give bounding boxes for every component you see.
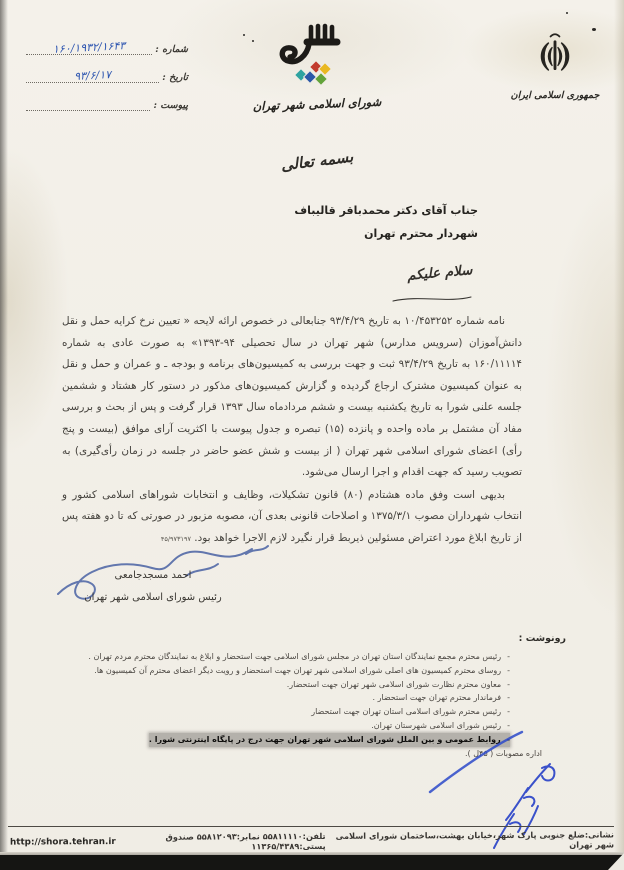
signature-block	[50, 570, 256, 603]
footer-url: http://shora.tehran.ir	[9, 837, 116, 848]
letter-meta-block	[26, 40, 188, 124]
scan-edge-shadow-right	[614, 0, 624, 870]
scan-edge-shadow-left	[0, 0, 8, 870]
cc-item-6: -رئیس شورای اسلامی شهرستان تهران.	[371, 720, 510, 730]
scanner-band	[0, 855, 624, 870]
addressee-name: جناب آقای دکتر محمدباقر قالیباف	[294, 204, 478, 217]
footer	[10, 829, 614, 852]
cc-item-1: -رئیس محترم مجمع نمایندگان استان تهران در مجلس شورای اسلامی جهت استحضار و ابلاغ به نمایندگان محترم مردم تهران .	[88, 652, 510, 661]
iran-emblem-icon	[530, 30, 580, 84]
council-name: شورای اسلامی شهر تهران	[252, 94, 382, 114]
cc-item-4: -فرماندار محترم تهران جهت استحضار .	[372, 693, 510, 703]
letter-body	[62, 311, 522, 551]
number-field-value: ۱۶۰/۱۹۳۲/۱۶۴۳	[52, 39, 126, 56]
date-field	[26, 68, 188, 83]
attachment-field-value	[30, 107, 146, 113]
number-field	[26, 40, 188, 55]
attachment-field-label: پیوست :	[153, 100, 188, 111]
cc-item-5: -رئیس محترم شورای اسلامی استان تهران جهت استحضار	[311, 707, 510, 717]
footer-phone: تلفن:۵۵۸۱۱۱۱۰ نمابر:۵۵۸۱۲۰۹۳ صندوق پستی:۱۱۳۶۵/۴۳۸۹	[165, 830, 326, 852]
scan-speck	[252, 40, 254, 42]
footer-address: نشانی:ضلع جنوبی پارک شهر،خیابان بهشت،ساختمان شورای اسلامی شهر تهران	[335, 829, 615, 850]
addressee-block	[294, 199, 478, 245]
council-logo-icon	[258, 22, 376, 92]
cc-heading: رونوشت :	[518, 633, 566, 644]
date-field-label: تاریخ :	[162, 72, 188, 83]
cc-item-2: -روسای محترم کمیسیون های اصلی شورای اسلامی شهر تهران جهت استحضار و رویت دیگر اعضای محترم آن کمیسیون ها.	[94, 665, 510, 675]
signatory-name: احمد مسجدجامعی	[114, 570, 192, 581]
attachment-field	[26, 96, 188, 111]
salutation-underline	[390, 293, 474, 305]
reference-number: ۴۵/۹۷۳۱۹۷	[160, 534, 191, 543]
republic-caption: جمهوری اسلامی ایران	[510, 90, 600, 101]
body-paragraph-1: نامه شماره ۱۰/۴۵۳۲۵۲ به تاریخ ۹۳/۴/۲۹ جنابعالی در خصوص ارائه لایحه « تعیین نرخ کرایه حمل و نقل دانش‌آموزان (سرویس مدارس) شهر تهران در سال تحصیلی ۹۴-۱۳۹۳» به صورت عادی به شماره ۱۶۰/۱۱۱۱۴ به تاریخ ۹۳/۴/۲۹ ثبت و جهت بررسی به کمیسیون‌های برنامه و بودجه ـ و عمران و حمل و نقل به عنوان کمیسیون مشترک ارجاع گردیده و گزارش کمیسیون‌های مذکور در دستور کار هشتاد و ششمین جلسه علنی شورا به تاریخ یکشنبه بیست و ششم مردادماه سال ۱۳۹۳ قرار گرفت و پس از بحث و بررسی مفاد آن مشتمل بر ماده واحده و پانزده (۱۵) تبصره و جدول پیوست با اکثریت آرای موافق (بیست و پنج رأی) اعضای شورای اسلامی شهر تهران ( از بیست و شش عضو حاضر در جلسه در زمان رأی‌گیری) به تصویب رسید که جهت اقدام و اجرا ارسال می‌شود.	[62, 315, 523, 479]
attachment-field-line	[26, 96, 150, 111]
number-field-line	[26, 40, 152, 55]
national-emblem-block	[498, 30, 612, 101]
cc-item-8: اداره مصوبات ( ۴۵ل ).	[465, 748, 542, 758]
salutation-calligraphy: سلام علیکم	[405, 262, 473, 284]
number-field-label: شماره :	[155, 44, 188, 55]
addressee-title: شهردار محترم تهران	[364, 227, 478, 240]
date-field-line	[26, 68, 159, 83]
cc-item-highlighted: -روابط عمومی و بین الملل شورای اسلامی شهر تهران جهت درج در پایگاه اینترنتی شورا .	[149, 733, 510, 747]
scan-speck	[243, 34, 245, 36]
scan-speck	[566, 12, 568, 14]
page-corner	[608, 853, 624, 870]
body-paragraph-2: بدیهی است وفق ماده هشتادم (۸۰) قانون تشکیلات، وظایف و انتخابات شوراهای اسلامی کشور و انتخاب شهرداران مصوب ۱۳۷۵/۳/۱ و اصلاحات قانونی بعدی آن، مصوبه مزبور در صورتی که تا دو هفته پس از تاریخ ابلاغ مورد اعتراض مسئولین ذیربط قرار نگیرد لازم الاجرا خواهد بود. ۴۵/۹۷۳۱۹۷	[62, 488, 523, 544]
date-field-value: ۹۳/۶/۱۷	[73, 68, 112, 83]
footer-divider	[8, 826, 614, 827]
scan-speck	[592, 28, 596, 31]
cc-item-3: -معاون محترم نظارت شورای اسلامی شهر تهران جهت استحضار.	[286, 679, 510, 689]
signatory-title: رئیس شورای اسلامی شهر تهران	[84, 592, 222, 603]
council-letterhead	[248, 22, 386, 114]
besmellah-calligraphy: بسمه تعالی	[279, 147, 355, 175]
